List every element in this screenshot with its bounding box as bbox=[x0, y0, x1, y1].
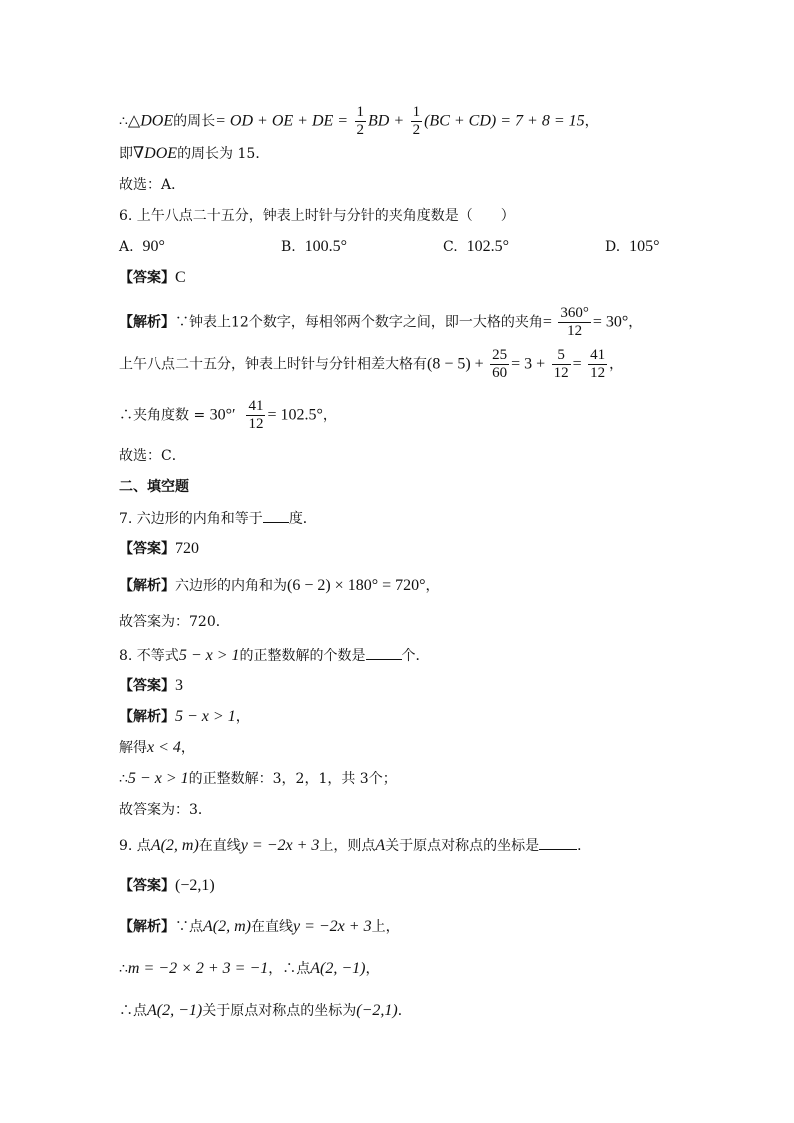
fraction-41-12: $\frac{41}{12}$ bbox=[248, 398, 264, 432]
final-answer-q8: 故答案为：3． bbox=[119, 802, 212, 818]
option-d: D. 105° bbox=[605, 238, 660, 255]
analysis-q7: 【解析】六边形的内角和为(6 − 2) × 180° = 720°， bbox=[119, 577, 440, 594]
fraction-half-2: $\frac{1}{2}$ bbox=[412, 104, 421, 138]
analysis-q9-line1: 【解析】∵点A(2, m)在直线y = −2x + 3上， bbox=[119, 918, 400, 935]
analysis-q9-line2: ∴m = −2 × 2 + 3 = −1，∴点A(2, −1)， bbox=[119, 960, 380, 977]
question-6-stem: 6. 上午八点二十五分，钟表上时针与分针的夹角度数是（ ） bbox=[119, 208, 515, 224]
fraction-360-12: $\frac{360^\circ}{12}$ bbox=[560, 305, 589, 339]
analysis-q9-line3: ∴点A(2, −1)关于原点对称点的坐标为(−2,1)． bbox=[119, 1002, 412, 1019]
answer-blank bbox=[366, 645, 402, 660]
text-perimeter: 的周长 bbox=[173, 113, 216, 130]
answer-q8: 【答案】3 bbox=[119, 677, 183, 694]
analysis-q8-line2: 解得x < 4， bbox=[119, 739, 195, 756]
analysis-q6-line2: 上午八点二十五分，钟表上时针与分针相差大格有(8 − 5) + $\frac{25}{60}$ = 3 + $\frac{5}{12}$ = $\frac{41}{12}$ ， bbox=[119, 347, 624, 381]
analysis-q6-line3: ∴夹角度数 = 30°′ $\frac{41}{12}$ = 102.5°， bbox=[119, 398, 337, 432]
final-answer-q7: 故答案为：720． bbox=[119, 614, 230, 630]
option-a: A. 90° bbox=[119, 238, 165, 255]
answer-q6: 【答案】C bbox=[119, 269, 186, 286]
answer-blank bbox=[539, 835, 577, 850]
math-expr: (BC + CD) = 7 + 8 = 15 bbox=[424, 112, 585, 130]
math-expr: BD + bbox=[368, 112, 405, 130]
question-8-stem: 8. 不等式5 − x > 1的正整数解的个数是 个． bbox=[119, 647, 430, 664]
question-7-stem: 7. 六边形的内角和等于 度． bbox=[119, 508, 317, 529]
solution-line-result: 即∇DOE的周长为 15． bbox=[119, 145, 270, 162]
question-9-stem: 9. 点A(2, m)在直线y = −2x + 3上，则点A关于原点对称点的坐标是 ． bbox=[119, 837, 592, 854]
answer-blank bbox=[263, 508, 289, 523]
analysis-q8-line3: ∴5 − x > 1的正整数解：3，2，1，共 3个； bbox=[119, 770, 397, 787]
answer-q9: 【答案】(−2,1) bbox=[119, 877, 215, 894]
analysis-q6-line1: 【解析】∵钟表上12个数字，每相邻两个数字之间，即一大格的夹角= $\frac{360^\circ}{12}$ = 30°， bbox=[119, 305, 643, 339]
fraction-41-12: $\frac{41}{12}$ bbox=[590, 347, 606, 381]
analysis-q8-line1: 【解析】5 − x > 1， bbox=[119, 708, 250, 725]
fraction-25-60: $\frac{25}{60}$ bbox=[492, 347, 508, 381]
option-b: B. 100.5° bbox=[281, 238, 348, 255]
solution-line-perimeter: ∴△DOE的周长= OD + OE + DE = $\frac{1}{2}$ BD + $\frac{1}{2}$ (BC + CD) = 7 + 8 = 15， bbox=[119, 104, 599, 138]
therefore-symbol: ∴ bbox=[119, 113, 128, 130]
triangle-doe: △DOE bbox=[127, 112, 174, 130]
triangle-doe: ∇DOE bbox=[133, 145, 178, 162]
fraction-half-1: $\frac{1}{2}$ bbox=[356, 104, 365, 138]
section-heading: 二、填空题 bbox=[119, 479, 189, 495]
math-expr: = OD + OE + DE = bbox=[215, 112, 349, 130]
fraction-5-12: $\frac{5}{12}$ bbox=[553, 347, 569, 381]
option-c: C. 102.5° bbox=[443, 238, 509, 255]
final-answer-q5: 故选：A． bbox=[119, 177, 186, 193]
final-answer-q6: 故选：C． bbox=[119, 448, 186, 464]
answer-q7: 【答案】720 bbox=[119, 540, 199, 557]
